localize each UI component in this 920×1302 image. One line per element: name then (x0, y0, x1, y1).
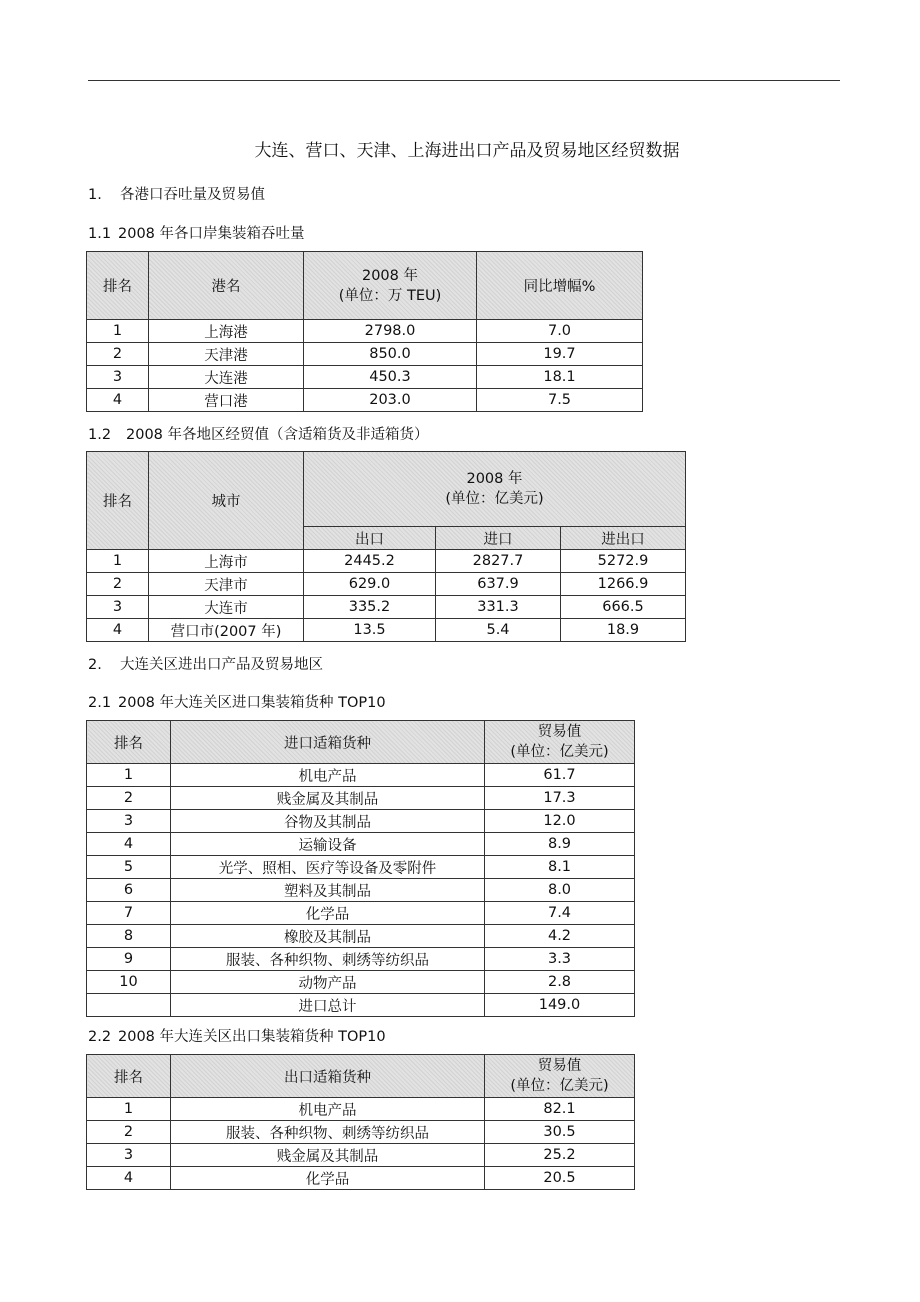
header-year: 2008 年 (361, 267, 418, 284)
cell-value: 17.3 (485, 787, 635, 810)
cell-item: 机电产品 (171, 1098, 485, 1121)
cell-rank: 3 (87, 366, 149, 389)
section-number: 2. (88, 657, 102, 673)
cell-item: 机电产品 (171, 764, 485, 787)
cell-import: 5.4 (436, 619, 561, 642)
cell-total: 1266.9 (561, 573, 686, 596)
cell-total: 5272.9 (561, 550, 686, 573)
table-row (87, 343, 643, 366)
table-row (87, 948, 635, 971)
header-unit: (单位：万 TEU) (338, 287, 442, 304)
cell-item: 运输设备 (171, 833, 485, 856)
header-import: 进口 (436, 527, 561, 550)
cell-item: 橡胶及其制品 (171, 925, 485, 948)
cell-export: 2445.2 (304, 550, 436, 573)
cell-city: 天津市 (149, 573, 304, 596)
header-unit: (单位：亿美元) (510, 744, 609, 760)
cell-item: 贱金属及其制品 (171, 1144, 485, 1167)
cell-import: 637.9 (436, 573, 561, 596)
document-title: 大连、营口、天津、上海进出口产品及贸易地区经贸数据 (254, 141, 680, 161)
header-rank: 排名 (87, 452, 149, 550)
cell-growth: 19.7 (477, 343, 643, 366)
table-row (87, 389, 643, 412)
cell-rank: 7 (87, 902, 171, 925)
section-title: 2008 年大连关区出口集装箱货种 TOP10 (118, 1029, 386, 1045)
cell-value: 7.4 (485, 902, 635, 925)
header-rule (88, 80, 840, 81)
cell-value: 850.0 (304, 343, 477, 366)
cell-item: 谷物及其制品 (171, 810, 485, 833)
cell-rank: 1 (87, 320, 149, 343)
cell-rank: 2 (87, 343, 149, 366)
export-goods-table (86, 1054, 635, 1190)
cell-item: 服装、各种织物、刺绣等纺织品 (171, 948, 485, 971)
header-rank: 排名 (87, 721, 171, 764)
cell-rank: 4 (87, 389, 149, 412)
cell-rank: 4 (87, 619, 149, 642)
cell-value: 450.3 (304, 366, 477, 389)
cell-city: 大连市 (149, 596, 304, 619)
table-row (87, 366, 643, 389)
cell-rank: 2 (87, 787, 171, 810)
table-row (87, 619, 686, 642)
section-2-2-heading (88, 1025, 386, 1046)
cell-value: 82.1 (485, 1098, 635, 1121)
cell-value: 12.0 (485, 810, 635, 833)
cell-rank: 4 (87, 1167, 171, 1190)
header-city: 城市 (149, 452, 304, 550)
cell-value: 2.8 (485, 971, 635, 994)
port-throughput-table (86, 251, 643, 412)
section-title: 大连关区进出口产品及贸易地区 (120, 657, 323, 673)
header-rank: 排名 (87, 1055, 171, 1098)
header-value: 贸易值 (537, 1058, 582, 1074)
header-port: 港名 (149, 252, 304, 320)
cell-rank: 6 (87, 879, 171, 902)
cell-rank: 9 (87, 948, 171, 971)
cell-name: 大连港 (149, 366, 304, 389)
section-title: 各港口吞吐量及贸易值 (120, 187, 265, 203)
cell-name: 天津港 (149, 343, 304, 366)
header-export: 出口 (304, 527, 436, 550)
cell-value: 3.3 (485, 948, 635, 971)
table-row (87, 925, 635, 948)
table-row (87, 971, 635, 994)
header-trade-value (304, 452, 686, 527)
header-throughput (304, 252, 477, 320)
header-unit: (单位：亿美元) (445, 491, 544, 507)
cell-rank: 8 (87, 925, 171, 948)
header-year: 2008 年 (466, 471, 523, 487)
section-1-1-heading (88, 222, 305, 243)
section-number: 1. (88, 187, 102, 203)
section-number: 1.1 (88, 226, 112, 242)
cell-value: 8.9 (485, 833, 635, 856)
table-row (87, 573, 686, 596)
cell-value: 149.0 (485, 994, 635, 1017)
table-row (87, 856, 635, 879)
cell-rank: 3 (87, 810, 171, 833)
cell-rank: 4 (87, 833, 171, 856)
table-row (87, 787, 635, 810)
cell-export: 13.5 (304, 619, 436, 642)
table-row (87, 810, 635, 833)
cell-export: 335.2 (304, 596, 436, 619)
cell-item: 进口总计 (171, 994, 485, 1017)
cell-rank: 3 (87, 1144, 171, 1167)
header-rank: 排名 (87, 252, 149, 320)
cell-name: 上海港 (149, 320, 304, 343)
header-trade-value (485, 721, 635, 764)
cell-import: 2827.7 (436, 550, 561, 573)
cell-rank: 2 (87, 573, 149, 596)
cell-rank: 1 (87, 550, 149, 573)
section-1-2-heading (88, 423, 429, 444)
cell-item: 服装、各种织物、刺绣等纺织品 (171, 1121, 485, 1144)
section-number: 2.2 (88, 1029, 112, 1045)
cell-value: 25.2 (485, 1144, 635, 1167)
cell-value: 2798.0 (304, 320, 477, 343)
section-1-heading (88, 183, 265, 204)
cell-growth: 7.5 (477, 389, 643, 412)
cell-item: 化学品 (171, 1167, 485, 1190)
cell-rank: 5 (87, 856, 171, 879)
cell-value: 8.0 (485, 879, 635, 902)
header-unit: (单位：亿美元) (510, 1078, 609, 1094)
header-value: 贸易值 (537, 724, 582, 740)
cell-growth: 18.1 (477, 366, 643, 389)
cell-value: 8.1 (485, 856, 635, 879)
import-goods-table (86, 720, 635, 1017)
cell-city: 上海市 (149, 550, 304, 573)
section-title: 2008 年各地区经贸值（含适箱货及非适箱货） (126, 427, 429, 443)
table-row (87, 1121, 635, 1144)
section-number: 2.1 (88, 695, 112, 711)
section-title: 2008 年大连关区进口集装箱货种 TOP10 (118, 695, 386, 711)
table-row (87, 1098, 635, 1121)
cell-rank: 1 (87, 1098, 171, 1121)
table-row (87, 833, 635, 856)
regional-trade-table (86, 451, 686, 642)
cell-growth: 7.0 (477, 320, 643, 343)
cell-value: 30.5 (485, 1121, 635, 1144)
cell-item: 贱金属及其制品 (171, 787, 485, 810)
table-row (87, 764, 635, 787)
table-row (87, 879, 635, 902)
cell-rank: 10 (87, 971, 171, 994)
cell-value: 20.5 (485, 1167, 635, 1190)
cell-rank: 2 (87, 1121, 171, 1144)
table-row (87, 994, 635, 1017)
header-total: 进出口 (561, 527, 686, 550)
cell-total: 666.5 (561, 596, 686, 619)
table-row (87, 320, 643, 343)
cell-city: 营口市(2007 年) (149, 619, 304, 642)
cell-value: 4.2 (485, 925, 635, 948)
section-title: 2008 年各口岸集装箱吞吐量 (118, 226, 305, 242)
cell-item: 光学、照相、医疗等设备及零附件 (171, 856, 485, 879)
cell-item: 动物产品 (171, 971, 485, 994)
cell-name: 营口港 (149, 389, 304, 412)
cell-rank: 1 (87, 764, 171, 787)
section-2-1-heading (88, 691, 386, 712)
header-item: 进口适箱货种 (171, 721, 485, 764)
cell-import: 331.3 (436, 596, 561, 619)
header-growth: 同比增幅% (477, 252, 643, 320)
header-trade-value (485, 1055, 635, 1098)
cell-value: 203.0 (304, 389, 477, 412)
cell-export: 629.0 (304, 573, 436, 596)
cell-item: 塑料及其制品 (171, 879, 485, 902)
table-row (87, 1167, 635, 1190)
section-number: 1.2 (88, 427, 112, 443)
table-row (87, 902, 635, 925)
table-row (87, 550, 686, 573)
cell-value: 61.7 (485, 764, 635, 787)
cell-rank: 3 (87, 596, 149, 619)
table-row (87, 596, 686, 619)
cell-rank (87, 994, 171, 1017)
cell-item: 化学品 (171, 902, 485, 925)
cell-total: 18.9 (561, 619, 686, 642)
table-row (87, 1144, 635, 1167)
section-2-heading (88, 653, 323, 674)
header-item: 出口适箱货种 (171, 1055, 485, 1098)
